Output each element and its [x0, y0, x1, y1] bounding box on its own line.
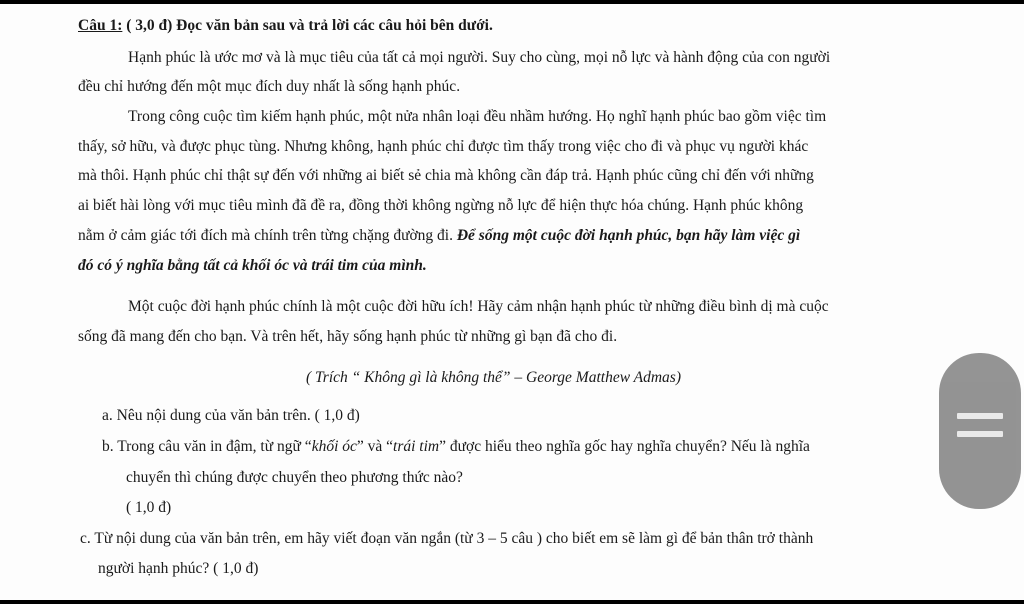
bold-sentence: đó có ý nghĩa bằng tất cả khối óc và trái tim của mình.: [78, 257, 427, 274]
task-a: a. Nêu nội dung của văn bản trên. ( 1,0 đ): [102, 407, 360, 424]
task-c: c. Từ nội dung của văn bản trên, em hãy viết đoạn văn ngắn (từ 3 – 5 câu ) cho biết em sẽ làm gì để bản thân trở thành: [80, 530, 814, 547]
task-b-text: ” và “: [356, 438, 394, 455]
citation: ( Trích “ Không gì là không thể” – George Matthew Admas): [306, 369, 682, 386]
passage-line: thấy, sở hữu, và được phục tùng. Nhưng không, hạnh phúc chỉ được tìm thấy trong việc cho đi và phục vụ người khác: [78, 138, 809, 155]
passage-text: nằm ở cảm giác tới đích mà chính trên từng chặng đường đi.: [78, 227, 457, 244]
document-page: [0, 4, 1024, 600]
passage-line: Một cuộc đời hạnh phúc chính là một cuộc đời hữu ích! Hãy cảm nhận hạnh phúc từ những điều bình dị mà cuộc: [128, 298, 829, 315]
passage-line: mà thôi. Hạnh phúc chỉ thật sự đến với những ai biết sẻ chia mà không cần đáp trả. Hạnh phúc cũng chỉ đến với những: [78, 167, 814, 184]
task-b-text: b. Trong câu văn in đậm, từ ngữ “: [102, 438, 312, 455]
question-instruction: ( 3,0 đ) Đọc văn bản sau và trả lời các câu hỏi bên dưới.: [126, 17, 493, 34]
task-c-line: người hạnh phúc? ( 1,0 đ): [98, 560, 259, 577]
term-trai-tim: trái tim: [393, 438, 440, 455]
passage-line: ai biết hài lòng với mục tiêu mình đã đề ra, đồng thời không ngừng nỗ lực để hiện thực hóa chúng. Hạnh phúc không: [78, 197, 804, 214]
drag-handle[interactable]: [939, 353, 1021, 509]
passage-line: [78, 226, 800, 246]
passage-line: Hạnh phúc là ước mơ và là mục tiêu của tất cả mọi người. Suy cho cùng, mọi nỗ lực và hành động của con người: [128, 49, 831, 66]
task-b-text: ” được hiểu theo nghĩa gốc hay nghĩa chuyển? Nếu là nghĩa: [439, 438, 810, 455]
passage-line: sống đã mang đến cho bạn. Và trên hết, hãy sống hạnh phúc từ những gì bạn đã cho đi.: [78, 328, 618, 345]
question-number: Câu 1:: [78, 17, 123, 34]
passage-line: đều chỉ hướng đến một mục đích duy nhất là sống hạnh phúc.: [78, 78, 461, 95]
task-b: [102, 437, 810, 457]
task-b-line: chuyển thì chúng được chuyển theo phương thức nào?: [126, 469, 463, 486]
question-heading: [78, 16, 493, 36]
task-b-points: ( 1,0 đ): [126, 499, 172, 516]
passage-line: Trong công cuộc tìm kiếm hạnh phúc, một nửa nhân loại đều nhầm hướng. Họ nghĩ hạnh phúc bao gồm việc tìm: [128, 108, 827, 125]
term-khoi-oc: khối óc: [311, 438, 357, 455]
bold-sentence: Để sống một cuộc đời hạnh phúc, bạn hãy làm việc gì: [456, 227, 801, 244]
